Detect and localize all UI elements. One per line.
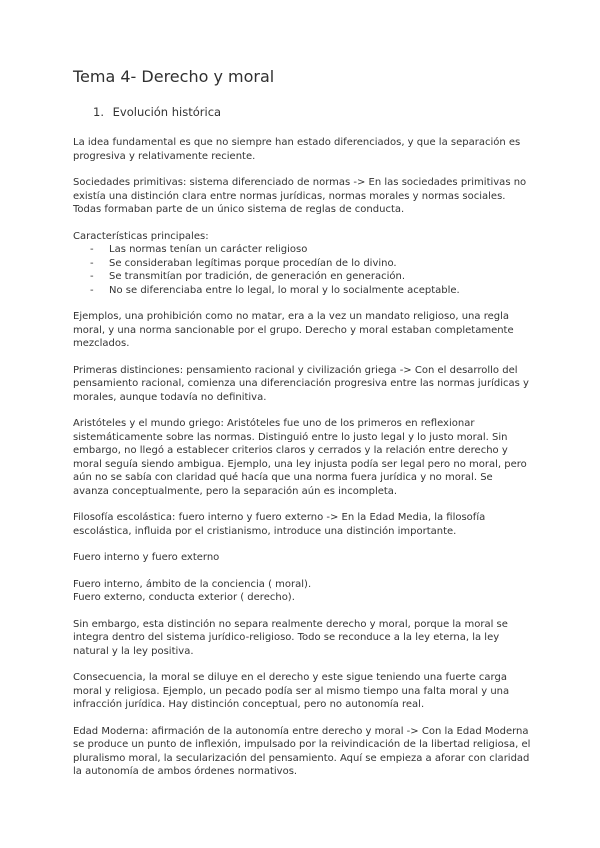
paragraph-examples: Ejemplos, una prohibición como no matar, era a la vez un mandato religioso, una regla moral, y una norma sancionable por el grupo. Derecho y moral estaban completamente mezclados. [73, 311, 514, 349]
document-page [73, 66, 531, 792]
paragraph-modern-age: Edad Moderna: afirmación de la autonomía entre derecho y moral -> Con la Edad Moderna se produce un punto de inflexión, impulsado por la reivindicación de la libertad religiosa, el pluralismo moral, la secularización del pensamiento. Aquí se empieza a aforar con claridad la autonomía de ambos órdenes normativos. [73, 725, 531, 777]
dash-bullet: - [90, 244, 94, 255]
document-title: Tema 4- Derecho y moral [73, 67, 275, 86]
paragraph-fuero-externo: Fuero externo, conducta exterior ( derecho). [73, 592, 295, 603]
characteristics-list [73, 243, 531, 297]
characteristics-heading: Características principales: [73, 230, 209, 242]
paragraph-aristotle: Aristóteles y el mundo griego: Aristóteles fue uno de los primeros en reflexionar sistemáticamente sobre las normas. Distinguió entre lo justo legal y lo justo moral. Sin embargo, no llegó a establecer criterios claros y cerrados y la relación entre derecho y moral seguía siendo ambigua. Ejemplo, una ley injusta podía ser legal pero no moral, pero aún no se sabía con claridad qué hacía que una norma fuera jurídica y no moral. Se avanza conceptualmente, pero la separación aún es incompleta. [73, 418, 527, 497]
paragraph-fuero-heading: Fuero interno y fuero externo [73, 552, 220, 563]
dash-bullet: - [90, 271, 94, 282]
list-item: - No se diferenciaba entre lo legal, lo moral y lo socialmente aceptable. [90, 284, 460, 296]
paragraph-intro: La idea fundamental es que no siempre han estado diferenciados, y que la separación es progresiva y relativamente reciente. [73, 137, 521, 162]
paragraph-first-distinctions: Primeras distinciones: pensamiento racional y civilización griega -> Con el desarrollo del pensamiento racional, comienza una diferenciación progresiva entre las normas jurídicas y morales, aunque todavía no definitiva. [73, 364, 529, 403]
paragraph-primitive-societies: Sociedades primitivas: sistema diferenciado de normas -> En las sociedades primitivas no existía una distinción clara entre normas jurídicas, normas morales y normas sociales. Todas formaban parte de un único sistema de reglas de conducta. [73, 177, 527, 215]
section-title: Evolución histórica [112, 105, 222, 119]
list-item: - Se transmitían por tradición, de generación en generación. [90, 271, 406, 282]
list-item: - Se consideraban legítimas porque procedían de lo divino. [90, 257, 397, 269]
dash-bullet: - [90, 284, 94, 296]
dash-bullet: - [90, 257, 94, 269]
paragraph-consequence: Consecuencia, la moral se diluye en el derecho y este sigue teniendo una fuerte carga moral y religiosa. Ejemplo, un pecado podía ser al mismo tiempo una falta moral y una infracción jurídica. Hay distinción conceptual, pero no autonomía real. [73, 672, 510, 710]
section-number: 1. [93, 105, 104, 119]
section-heading [93, 104, 531, 120]
paragraph-however: Sin embargo, esta distinción no separa realmente derecho y moral, porque la moral se integra dentro del sistema jurídico-religioso. Todo se reconduce a la ley eterna, la ley natural y la ley positiva. [73, 618, 508, 657]
paragraph-fuero-interno: Fuero interno, ámbito de la conciencia ( moral). [73, 578, 312, 590]
paragraph-scholastic: Filosofía escolástica: fuero interno y fuero externo -> En la Edad Media, la filosofía escolástica, influida por el cristianismo, introduce una distinción importante. [73, 512, 486, 537]
list-item: - Las normas tenían un carácter religioso [90, 244, 308, 255]
